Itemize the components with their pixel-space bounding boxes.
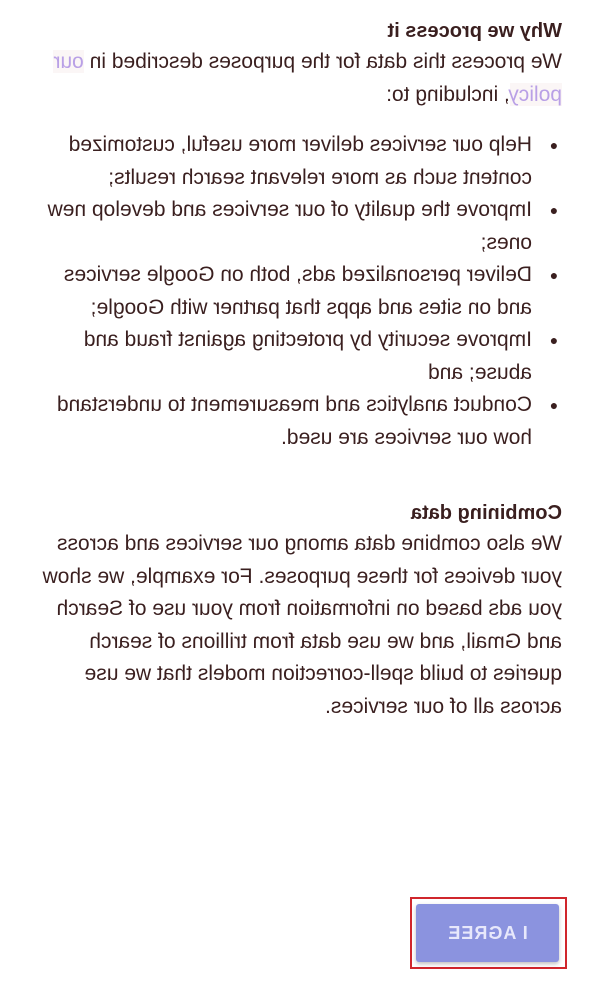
list-item-text: Deliver personalized ads, both on Google services and on sites and apps that partner with Google;	[63, 263, 532, 319]
our-policy-link[interactable]: our policy	[53, 50, 562, 106]
combining-data-section	[40, 498, 562, 723]
why-we-process-heading: Why we process it	[387, 20, 562, 42]
list-item	[40, 129, 562, 194]
purposes-list	[40, 129, 562, 454]
bullet-icon: ●	[549, 397, 558, 413]
list-item	[40, 389, 562, 454]
list-item-text: Improve security by protecting against fraud and abuse; and	[83, 328, 532, 384]
i-agree-button[interactable]: I AGREE	[416, 904, 559, 962]
list-item	[40, 259, 562, 324]
intro-text-after: , including to:	[386, 82, 510, 106]
list-item-text: Improve the quality of our services and develop new ones;	[47, 198, 532, 254]
list-item	[40, 324, 562, 389]
intro-text-before: We process this data for the purposes described in	[83, 50, 562, 73]
combining-data-heading: Combining data	[410, 502, 562, 524]
list-item-text: Conduct analytics and measurement to understand how our services are used.	[56, 393, 532, 449]
list-item-text: Help our services deliver more useful, customized content such as more relevant search results;	[68, 133, 532, 189]
bullet-icon: ●	[549, 332, 558, 348]
bullet-icon: ●	[549, 137, 558, 153]
bullet-icon: ●	[549, 267, 558, 283]
list-item	[40, 194, 562, 259]
privacy-content	[40, 16, 562, 723]
agree-button-highlight	[410, 897, 567, 969]
why-we-process-intro	[40, 46, 562, 111]
bullet-icon: ●	[549, 202, 558, 218]
combining-data-body: We also combine data among our services and across your devices for these purposes. For example, we show you ads based on information from your use of Search and Gmail, and we use data from trillions of search queries to build spell-correction models that we use across all of our services.	[42, 532, 562, 718]
